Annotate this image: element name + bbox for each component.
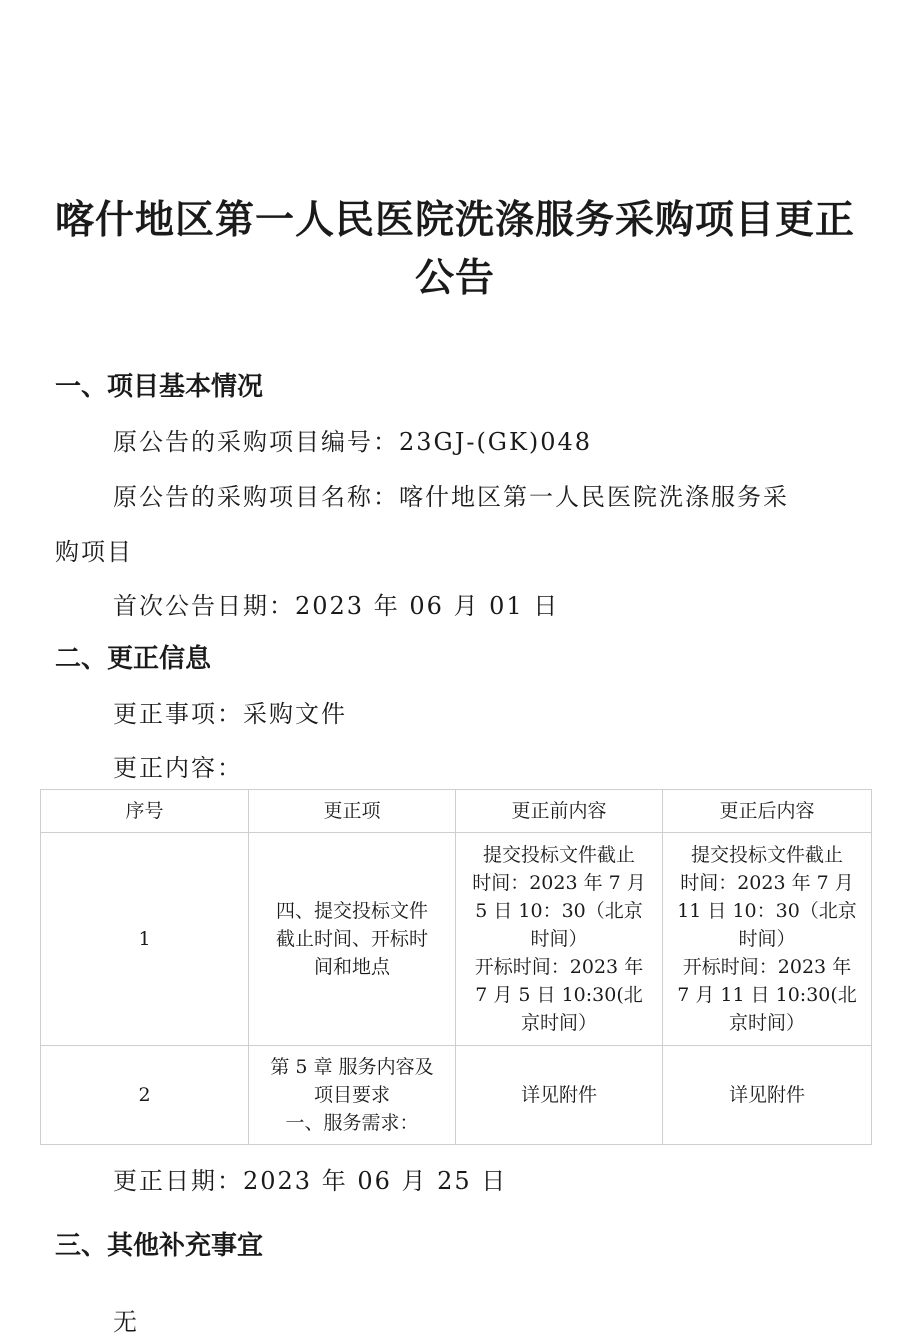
row-1-after: 提交投标文件截止 时间：2023 年 7 月 11 日 10：30（北京 时间） 开标时间：2023 年 7 月 11 日 10:30(北 京时间） (663, 833, 872, 1046)
header-no: 序号 (41, 790, 249, 833)
header-after: 更正后内容 (663, 790, 872, 833)
section-heading-correction-info: 二、更正信息 (55, 644, 212, 674)
project-name-line-1: 原公告的采购项目名称：喀什地区第一人民医院洗涤服务采 (113, 483, 789, 511)
correction-item: 更正事项：采购文件 (113, 700, 347, 728)
row-1-no: 1 (41, 833, 249, 1046)
table-row (41, 1046, 872, 1145)
header-before: 更正前内容 (456, 790, 663, 833)
row-2-after: 详见附件 (663, 1046, 872, 1145)
correction-table (40, 789, 872, 1145)
table-row (41, 833, 872, 1046)
title-line-2: 公告 (414, 256, 495, 301)
row-2-before: 详见附件 (456, 1046, 663, 1145)
other-matters-content: 无 (113, 1308, 139, 1336)
title-line-1: 喀什地区第一人民医院洗涤服务采购项目更正 (54, 198, 855, 243)
table-header-row (41, 790, 872, 833)
section-heading-basic-info: 一、项目基本情况 (55, 372, 264, 402)
correction-content-label: 更正内容： (113, 754, 243, 782)
row-2-no: 2 (41, 1046, 249, 1145)
page-title (0, 192, 910, 308)
section-heading-other-matters: 三、其他补充事宜 (55, 1231, 264, 1261)
header-item: 更正项 (249, 790, 456, 833)
correction-date: 更正日期：2023 年 06 月 25 日 (113, 1167, 508, 1195)
row-2-item: 第 5 章 服务内容及 项目要求 一、服务需求： (249, 1046, 456, 1145)
first-announcement-date: 首次公告日期：2023 年 06 月 01 日 (113, 592, 560, 620)
project-name-line-2: 购项目 (55, 538, 133, 566)
row-1-before: 提交投标文件截止 时间：2023 年 7 月 5 日 10：30（北京 时间） 开标时间：2023 年 7 月 5 日 10:30(北 京时间） (456, 833, 663, 1046)
project-number: 原公告的采购项目编号：23GJ-(GK)048 (113, 428, 593, 456)
row-1-item: 四、提交投标文件 截止时间、开标时 间和地点 (249, 833, 456, 1046)
